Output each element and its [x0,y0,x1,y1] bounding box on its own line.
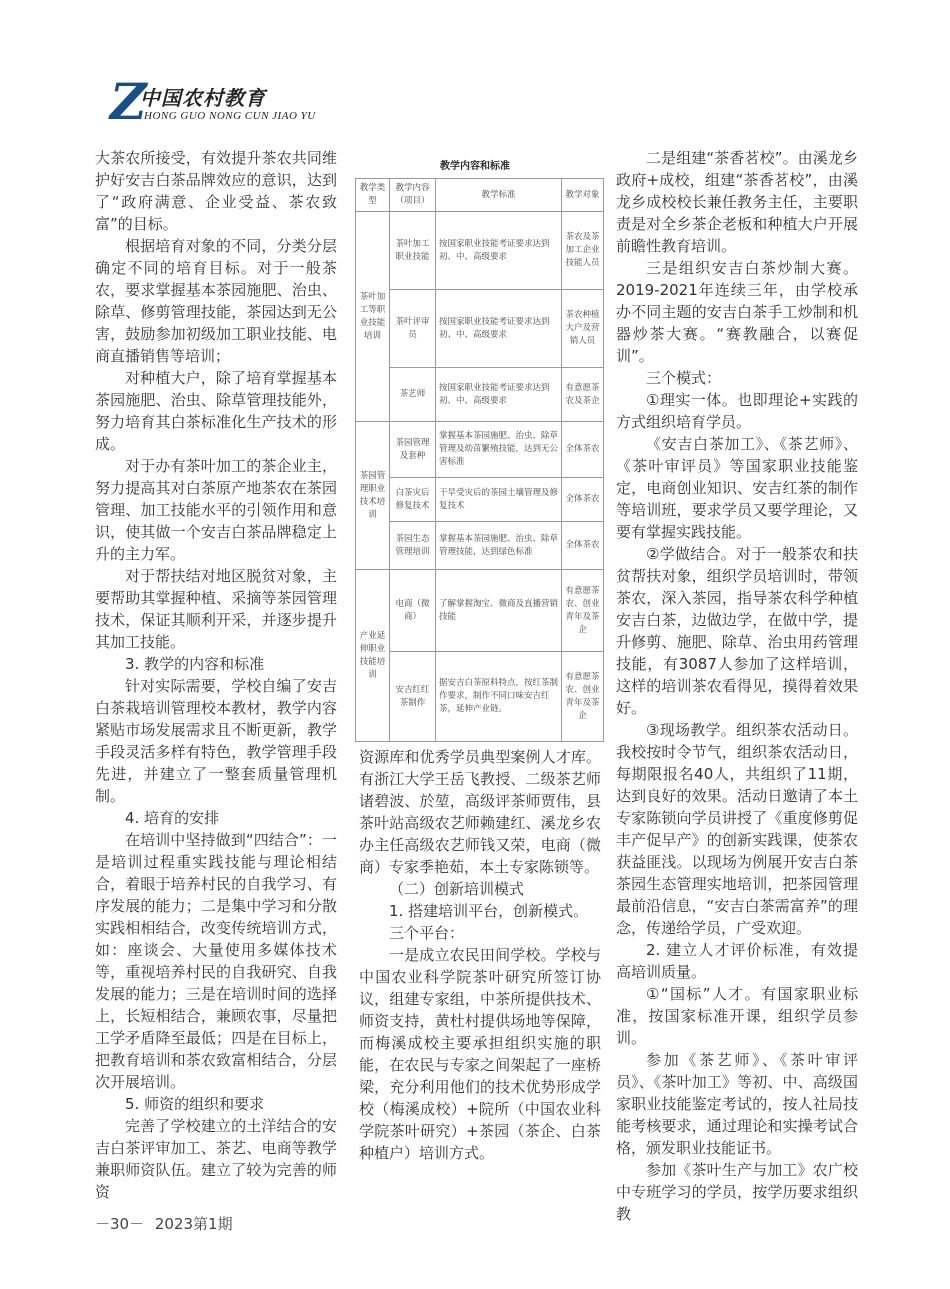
category-cell: 茶叶加工等职业技能培训 [356,212,390,422]
item-cell: 安吉红红茶制作 [390,652,436,742]
section-heading: （二）创新培训模式 [389,880,525,898]
standard-cell: 掌握基本茶园施肥、治虫、除草管理技能，达到绿色标准 [436,522,562,570]
paragraph: ①“国标”人才。有国家职业标准，按国家标准开课，组织学员参训。 [616,985,858,1047]
paragraph: 针对实际需要，学校自编了安吉白茶栽培训管理校本教材，教学内容紧贴市场发展需求且不断更新，教学手段灵活多样有特色，教学管理手段先进，并建立了一整套质量管理机制。 [95,677,337,805]
table-row [356,652,604,742]
standard-cell: 按国家职业技能考证要求达到初、中、高级要求 [436,368,562,422]
table-row [356,368,604,422]
standard-cell: 掌握基本茶园施肥、治虫、除草管理及幼苗繁殖技能，达到无公害标准 [436,422,562,478]
standard-cell: 按国家职业技能考证要求达到初、中、高级要求 [436,290,562,368]
item-cell: 白茶灾后修复技术 [390,478,436,522]
header-cell: 教学内容（项目） [390,179,436,212]
table-row [356,570,604,652]
audience-cell: 全体茶农 [562,422,604,478]
paragraph: 完善了学校建立的土洋结合的安吉白茶评审加工、茶艺、电商等教学兼职师资队伍。建立了较为完善的师资 [95,1117,337,1201]
header-cell: 教学类型 [356,179,390,212]
item-cell: 茶艺师 [390,368,436,422]
paragraph: 参加《茶艺师》、《茶叶审评员》、《茶叶加工》等初、中、高级国家职业技能鉴定考试的，按人社局技能考核要求，通过理论和实操考试合格，颁发职业技能证书。 [616,1051,858,1157]
column-left [95,147,337,1203]
standard-cell: 按国家职业技能考证要求达到初、中、高级要求 [436,212,562,290]
standard-cell: 干旱受灾后的茶园土壤管理及修复技术 [436,478,562,522]
table-row [356,422,604,478]
category-cell: 茶园管理职业技术培训 [356,422,390,570]
paragraph: ③现场教学。组织茶农活动日。我校按时令节气，组织茶农活动日，每期限报名40人，共组织了11期，达到良好的效果。活动日邀请了本土专家陈锁向学员讲授了《重度修剪促丰产促早产》的创新实践课，使茶农获益匪浅。以现场为例展开安吉白茶茶园生态管理实地培训，把茶园管理最前沿信息，“安吉白茶需富养”的理念，传递给学员，广受欢迎。 [616,721,858,937]
issue-label: 2023第1期 [154,1215,233,1233]
section-heading: 3. 教学的内容和标准 [125,655,265,673]
standard-cell: 了解掌握淘宝、微商及直播营销技能 [436,570,562,652]
item-cell: 茶园生态管理培训 [390,522,436,570]
category-cell: 产业延伸职业技能培训 [356,570,390,742]
paragraph: 三个平台： [389,924,465,942]
logo-chinese-title: 中国农村教育 [140,86,266,110]
header-cell: 教学标准 [436,179,562,212]
paragraph: 大茶农所接受，有效提升茶农共同维护好安吉白茶品牌效应的意识，达到了“政府满意、企业受益、茶农致富”的目标。 [95,149,337,233]
paragraph: 对于办有茶叶加工的茶企业主，努力提高其对白茶原产地茶农在茶园管理、加工技能水平的引领作用和意识，使其做一个安吉白茶品牌稳定上升的主力军。 [95,457,337,563]
table-row [356,290,604,368]
item-cell: 茶叶加工职业技能 [390,212,436,290]
section-heading: 2. 建立人才评价标准，有效提高培训质量。 [616,941,858,981]
logo-letter: Z [110,72,147,131]
paragraph: ①理实一体。也即理论+实践的方式组织培育学员。 [616,391,858,431]
page-footer [95,1213,233,1234]
column-right [616,147,858,1225]
paragraph: 三个模式： [646,369,722,387]
paragraph: 资源库和优秀学员典型案例人才库。有浙江大学王岳飞教授、二级茶艺师诸碧波、於堃，高级评茶师贾伟，县茶叶站高级农艺师赖建红、溪龙乡农办主任高级农艺师钱又荣，电商（微商）专家季艳茹，本土专家陈锁等。 [359,748,601,876]
table-row [356,522,604,570]
logo-english-title: HONG GUO NONG CUN JIAO YU [144,110,316,122]
paragraph: 对于帮扶结对地区脱贫对象，主要帮助其掌握种植、采摘等茶园管理技术，保证其顺利开采，并逐步提升其加工技能。 [95,567,337,651]
standard-cell: 据安吉白茶原料特点，按红茶制作要求，制作不同口味安吉红茶，延伸产业链。 [436,652,562,742]
paragraph: 参加《茶叶生产与加工》农广校中专班学习的学员，按学历要求组织教 [616,1161,858,1223]
audience-cell: 茶农及茶加工企业技能人员 [562,212,604,290]
paragraph: 根据培育对象的不同，分类分层确定不同的培育目标。对于一般茶农，要求掌握基本茶园施肥、治虫、除草、修剪管理技能，茶园达到无公害，鼓励参加初级加工职业技能、电商直播销售等培训； [95,237,337,365]
item-cell: 电商（微商） [390,570,436,652]
paragraph: 对种植大户，除了培育掌握基本茶园施肥、治虫、除草管理技能外，努力培育其白茶标准化生产技术的形成。 [95,369,337,453]
paragraph: 在培训中坚持做到“四结合”：一是培训过程重实践技能与理论相结合，着眼于培养村民的自我学习、有序发展的能力；二是集中学习和分散实践相相结合，改变传统培训方式，如：座谈会、大量使用多媒体技术等，重视培养村民的自我研究、自我发展的能力；三是在培训时间的选择上，长短相结合，兼顾农事，尽量把工学矛盾降至最低；四是在目标上，把教育培训和茶农致富相结合，分层次开展培训。 [95,831,337,1091]
audience-cell: 全体茶农 [562,522,604,570]
table-row [356,478,604,522]
content-standards-table [355,178,604,742]
item-cell: 茶叶评审员 [390,290,436,368]
paragraph: ②学做结合。对于一般茶农和扶贫帮扶对象，组织学员培训时，带领茶农，深入茶园，指导茶农科学种植安吉白茶，边做边学，在做中学，提升修剪、施肥、除草、治虫用药管理技能，有3087人参加了这样培训，这样的培训茶农看得见，摸得着效果好。 [616,545,858,717]
audience-cell: 有意愿茶农、创业青年及茶企 [562,652,604,742]
section-heading: 5. 师资的组织和要求 [125,1095,265,1113]
table-title: 教学内容和标准 [440,161,510,172]
item-cell: 茶园管理及套种 [390,422,436,478]
audience-cell: 茶农种植大户及营销人员 [562,290,604,368]
page-number: －30－ [95,1215,145,1233]
header-cell: 教学对象 [562,179,604,212]
audience-cell: 有意愿茶农、创业青年及茶企 [562,570,604,652]
table-header-row [356,179,604,212]
paragraph: 三是组织安吉白茶炒制大赛。2019-2021年连续三年，由学校承办不同主题的安吉白茶手工炒制和机器炒茶大赛。“赛教融合，以赛促训”。 [616,259,858,365]
section-heading: 1. 搭建培训平台，创新模式。 [389,902,589,920]
audience-cell: 有意愿茶农及茶企 [562,368,604,422]
paragraph: 二是组建“茶香茗校”。由溪龙乡政府+成校，组建“茶香茗校”，由溪龙乡成校校长兼任教务主任，主要职责是对全乡茶企老板和种植大户开展前瞻性教育培训。 [616,149,858,255]
table-row [356,212,604,290]
magazine-logo [110,72,370,140]
column-middle [359,746,601,1164]
paragraph: 《安吉白茶加工》、《茶艺师》、《茶叶审评员》等国家职业技能鉴定，电商创业知识、安吉红茶的制作等培训班，要求学员又要学理论，又要有掌握实践技能。 [616,435,858,541]
paragraph: 一是成立农民田间学校。学校与中国农业科学院茶叶研究所签订协议，组建专家组，中茶所提供技术、师资支持，黄杜村提供场地等保障，而梅溪成校主要承担组织实施的职能，在农民与专家之间架起了一座桥梁，充分利用他们的技术优势形成学校（梅溪成校）+院所（中国农业科学院茶叶研究）+茶园（茶企、白茶种植户）培训方式。 [359,946,601,1162]
section-heading: 4. 培育的安排 [125,809,220,827]
audience-cell: 全体茶农 [562,478,604,522]
